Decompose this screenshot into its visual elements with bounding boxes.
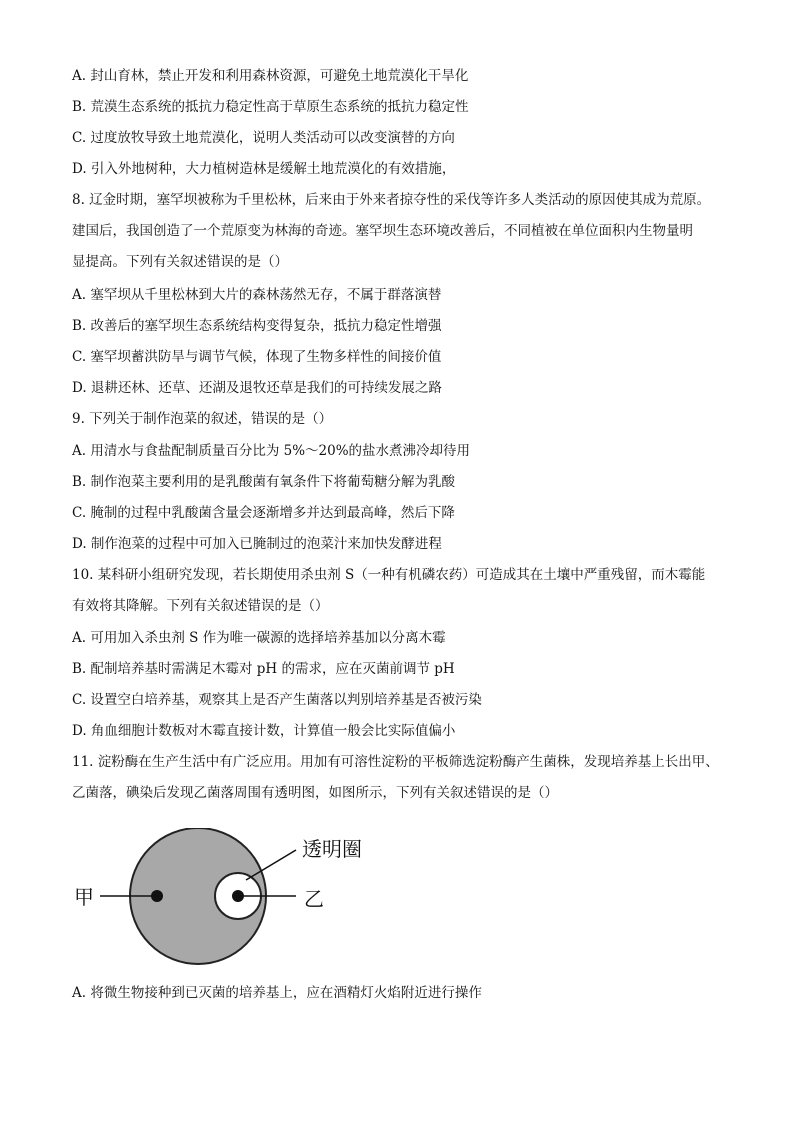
q8-option-b: B. 改善后的塞罕坝生态系统结构变得复杂，抵抗力稳定性增强	[72, 318, 442, 334]
q11-stem-line-2: 乙菌落，碘染后发现乙菌落周围有透明图，如图所示，下列有关叙述错误的是（）	[72, 785, 558, 801]
q8-stem-line-1: 8. 辽金时期，塞罕坝被称为千里松林，后来由于外来者掠夺性的采伐等许多人类活动的原因使其成为荒原。	[72, 192, 711, 208]
q8-stem-line-2: 建国后，我国创造了一个荒原变为林海的奇迹。塞罕坝生态环境改善后，不同植被在单位面积内生物量明	[72, 223, 693, 239]
q7-option-d: D. 引入外地树种，大力植树造林是缓解土地荒漠化的有效措施，	[72, 161, 456, 177]
q9-option-a: A. 用清水与食盐配制质量百分比为 5%～20%的盐水煮沸冷却待用	[72, 443, 471, 459]
label-transparent-ring: 透明圈	[302, 837, 362, 861]
q10-option-b: B. 配制培养基时需满足木霉对 pH 的需求，应在灭菌前调节 pH	[72, 661, 455, 677]
q8-option-d: D. 退耕还林、还草、还湖及退牧还草是我们的可持续发展之路	[72, 380, 442, 396]
q7-option-a: A. 封山育林，禁止开发和利用森林资源，可避免土地荒漠化干旱化	[72, 68, 469, 84]
q9-stem: 9. 下列关于制作泡菜的叙述，错误的是（）	[72, 411, 333, 427]
q9-option-c: C. 腌制的过程中乳酸菌含量会逐渐增多并达到最高峰，然后下降	[72, 505, 455, 521]
q11-stem-line-1: 11. 淀粉酶在生产生活中有广泛应用。用加有可溶性淀粉的平板筛选淀粉酶产生菌株，发现培养基上长出甲、	[72, 754, 719, 770]
q8-option-a: A. 塞罕坝从千里松林到大片的森林荡然无存，不属于群落演替	[72, 287, 442, 303]
q7-option-b: B. 荒漠生态系统的抵抗力稳定性高于草原生态系统的抵抗力稳定性	[72, 99, 469, 115]
q10-option-c: C. 设置空白培养基，观察其上是否产生菌落以判别培养基是否被污染	[72, 692, 482, 708]
label-yi: 乙	[304, 887, 324, 911]
q11-option-a: A. 将微生物接种到已灭菌的培养基上，应在酒精灯火焰附近进行操作	[72, 985, 482, 1001]
q10-option-d: D. 角血细胞计数板对木霉直接计数，计算值一般会比实际值偏小	[72, 723, 456, 739]
q10-stem-line-1: 10. 某科研小组研究发现，若长期使用杀虫剂 S（一种有机磷农药）可造成其在土壤中严重残留，而木霉能	[72, 567, 706, 583]
q10-stem-line-2: 有效将其降解。下列有关叙述错误的是（）	[72, 598, 329, 614]
q7-option-c: C. 过度放牧导致土地荒漠化，说明人类活动可以改变演替的方向	[72, 130, 455, 146]
label-jia: 甲	[74, 885, 94, 909]
q9-option-d: D. 制作泡菜的过程中可加入已腌制过的泡菜汁来加快发酵进程	[72, 536, 442, 552]
q8-option-c: C. 塞罕坝蓄洪防旱与调节气候，体现了生物多样性的间接价值	[72, 349, 442, 365]
petri-dish-figure	[70, 828, 390, 976]
q8-stem-line-3: 显提高。下列有关叙述错误的是（）	[72, 254, 288, 270]
q9-option-b: B. 制作泡菜主要利用的是乳酸菌有氧条件下将葡萄糖分解为乳酸	[72, 474, 456, 490]
q10-option-a: A. 可用加入杀虫剂 S 作为唯一碳源的选择培养基加以分离木霉	[72, 630, 446, 646]
